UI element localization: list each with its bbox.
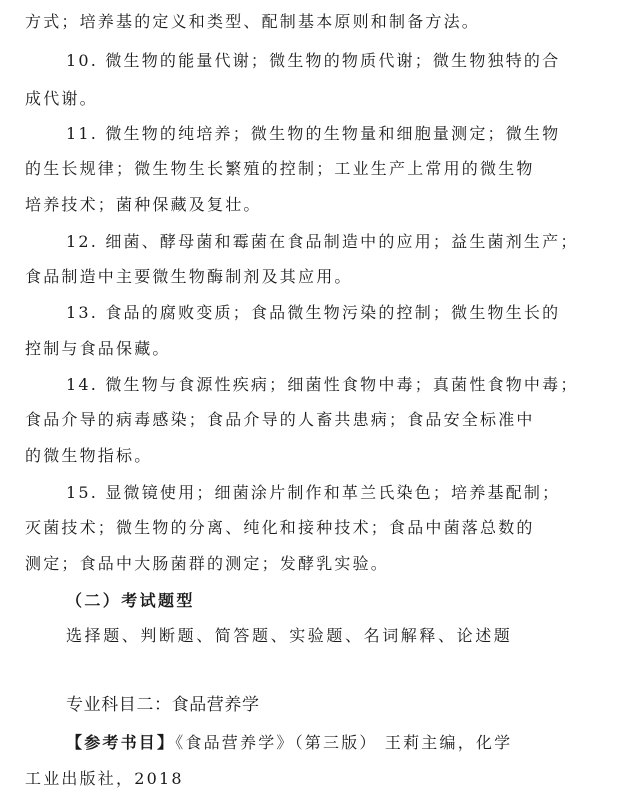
- text-line: 食品制造中主要微生物酶制剂及其应用。: [25, 267, 353, 286]
- text-line: 的生长规律；微生物生长繁殖的控制；工业生产上常用的微生物: [25, 159, 535, 178]
- exam-type-list: 选择题、判断题、简答题、实验题、名词解释、论述题: [66, 626, 513, 645]
- text-line: 灭菌技术；微生物的分离、纯化和接种技术；食品中菌落总数的: [25, 518, 535, 537]
- text-line: 方式；培养基的定义和类型、配制基本原则和制备方法。: [25, 12, 481, 31]
- text-line: 14. 微生物与食源性疾病；细菌性食物中毒；真菌性食物中毒；: [66, 375, 579, 394]
- text-line: 12. 细菌、酵母菌和霉菌在食品制造中的应用；益生菌剂生产；: [66, 232, 579, 251]
- reference-text-continued: 工业出版社，2018: [25, 769, 184, 788]
- exam-type-heading: （二）考试题型: [66, 591, 195, 610]
- text-line: 11. 微生物的纯培养；微生物的生物量和细胞量测定；微生物: [66, 124, 561, 143]
- text-line: 食品介导的病毒感染；食品介导的人畜共患病；食品安全标准中: [25, 410, 535, 429]
- text-line: 15. 显微镜使用；细菌涂片制作和革兰氏染色；培养基配制；: [66, 483, 561, 502]
- text-line: 测定；食品中大肠菌群的测定；发酵乳实验。: [25, 554, 390, 573]
- text-line: 10. 微生物的能量代谢；微生物的物质代谢；微生物独特的合: [66, 51, 561, 70]
- text-line: 培养技术；菌种保藏及复壮。: [25, 195, 262, 214]
- reference-text: 《食品营养学》（第三版） 王莉主编，化学: [175, 733, 513, 752]
- reference-line: [66, 733, 512, 753]
- text-line: 成代谢。: [25, 89, 98, 108]
- text-line: 的微生物指标。: [25, 446, 153, 465]
- subject-title: 专业科目二：食品营养学: [66, 695, 260, 715]
- text-line: 控制与食品保藏。: [25, 339, 171, 358]
- text-line: 13. 食品的腐败变质；食品微生物污染的控制；微生物生长的: [66, 303, 561, 322]
- reference-label: 【参考书目】: [66, 733, 176, 752]
